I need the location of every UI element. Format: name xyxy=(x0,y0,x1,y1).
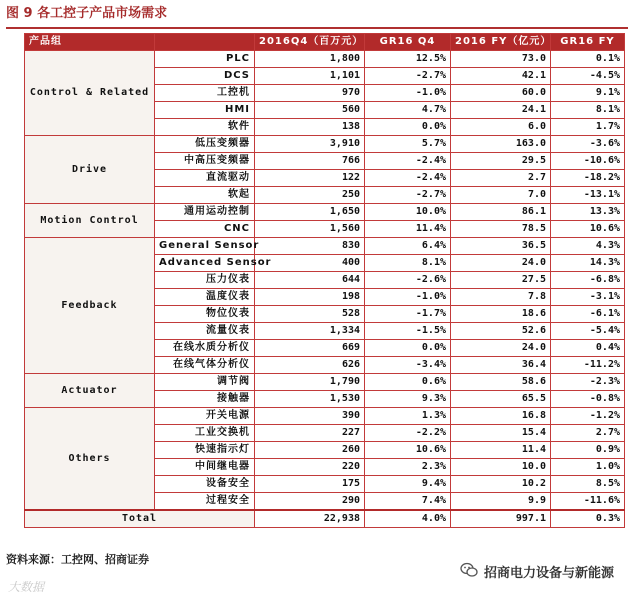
value-2016fy: 6.0 xyxy=(451,119,551,136)
header-gr16-fy: GR16 FY xyxy=(551,34,625,51)
product-name: DCS xyxy=(155,68,255,85)
value-gr16-fy: 1.0% xyxy=(551,459,625,476)
value-gr16-q4: -3.4% xyxy=(365,357,451,374)
value-gr16-q4: -1.5% xyxy=(365,323,451,340)
product-name: PLC xyxy=(155,51,255,68)
value-2016fy: 60.0 xyxy=(451,85,551,102)
value-2016fy: 9.9 xyxy=(451,493,551,511)
value-2016fy: 24.0 xyxy=(451,255,551,272)
value-gr16-fy: -3.6% xyxy=(551,136,625,153)
value-2016q4: 122 xyxy=(255,170,365,187)
header-product xyxy=(155,34,255,51)
value-gr16-q4: 1.3% xyxy=(365,408,451,425)
value-2016q4: 830 xyxy=(255,238,365,255)
value-2016q4: 669 xyxy=(255,340,365,357)
product-name: 工业交换机 xyxy=(155,425,255,442)
value-gr16-q4: -2.4% xyxy=(365,153,451,170)
total-2016fy: 997.1 xyxy=(451,510,551,528)
value-gr16-q4: 12.5% xyxy=(365,51,451,68)
group-name: Drive xyxy=(25,136,155,204)
value-2016q4: 390 xyxy=(255,408,365,425)
value-gr16-q4: -2.4% xyxy=(365,170,451,187)
product-name: 开关电源 xyxy=(155,408,255,425)
value-gr16-fy: 13.3% xyxy=(551,204,625,221)
total-gr16-q4: 4.0% xyxy=(365,510,451,528)
group-name: Actuator xyxy=(25,374,155,408)
product-name: 工控机 xyxy=(155,85,255,102)
value-gr16-fy: -18.2% xyxy=(551,170,625,187)
value-gr16-fy: 8.1% xyxy=(551,102,625,119)
total-2016q4: 22,938 xyxy=(255,510,365,528)
value-gr16-fy: 0.4% xyxy=(551,340,625,357)
value-2016q4: 400 xyxy=(255,255,365,272)
value-2016fy: 29.5 xyxy=(451,153,551,170)
value-gr16-fy: -5.4% xyxy=(551,323,625,340)
value-gr16-q4: 10.6% xyxy=(365,442,451,459)
product-name: 在线水质分析仪 xyxy=(155,340,255,357)
product-name: 过程安全 xyxy=(155,493,255,511)
product-name: 中间继电器 xyxy=(155,459,255,476)
product-name: 低压变频器 xyxy=(155,136,255,153)
value-gr16-q4: 2.3% xyxy=(365,459,451,476)
table-row xyxy=(25,51,625,68)
value-gr16-fy: -10.6% xyxy=(551,153,625,170)
value-gr16-fy: -6.1% xyxy=(551,306,625,323)
value-gr16-q4: -1.0% xyxy=(365,289,451,306)
value-gr16-fy: -6.8% xyxy=(551,272,625,289)
value-gr16-fy: -11.6% xyxy=(551,493,625,511)
value-gr16-fy: 0.9% xyxy=(551,442,625,459)
value-gr16-q4: -2.2% xyxy=(365,425,451,442)
value-2016fy: 58.6 xyxy=(451,374,551,391)
product-name: 设备安全 xyxy=(155,476,255,493)
value-2016q4: 528 xyxy=(255,306,365,323)
value-2016fy: 11.4 xyxy=(451,442,551,459)
value-2016fy: 78.5 xyxy=(451,221,551,238)
total-row xyxy=(25,510,625,528)
product-name: 直流驱动 xyxy=(155,170,255,187)
value-gr16-fy: -1.2% xyxy=(551,408,625,425)
value-gr16-q4: 10.0% xyxy=(365,204,451,221)
value-2016fy: 163.0 xyxy=(451,136,551,153)
value-2016q4: 560 xyxy=(255,102,365,119)
value-gr16-q4: 5.7% xyxy=(365,136,451,153)
product-name: 流量仪表 xyxy=(155,323,255,340)
group-name: Feedback xyxy=(25,238,155,374)
value-2016fy: 24.1 xyxy=(451,102,551,119)
product-name: 通用运动控制 xyxy=(155,204,255,221)
value-gr16-q4: 0.0% xyxy=(365,119,451,136)
value-gr16-fy: -2.3% xyxy=(551,374,625,391)
value-2016fy: 42.1 xyxy=(451,68,551,85)
product-name: HMI xyxy=(155,102,255,119)
table-row xyxy=(25,204,625,221)
value-2016q4: 1,560 xyxy=(255,221,365,238)
value-2016q4: 1,334 xyxy=(255,323,365,340)
value-gr16-q4: -2.7% xyxy=(365,187,451,204)
total-label: Total xyxy=(25,510,255,528)
value-2016fy: 10.0 xyxy=(451,459,551,476)
title-divider xyxy=(6,27,628,29)
header-2016fy: 2016 FY（亿元） xyxy=(451,34,551,51)
product-name: 压力仪表 xyxy=(155,272,255,289)
value-gr16-q4: 0.0% xyxy=(365,340,451,357)
header-gr16-q4: GR16 Q4 xyxy=(365,34,451,51)
value-2016q4: 1,101 xyxy=(255,68,365,85)
source-note: 资料来源：工控网、招商证券 xyxy=(6,553,149,566)
value-2016fy: 15.4 xyxy=(451,425,551,442)
value-2016fy: 73.0 xyxy=(451,51,551,68)
product-name: 接触器 xyxy=(155,391,255,408)
group-name: Motion Control xyxy=(25,204,155,238)
table-header-row xyxy=(25,34,625,51)
value-2016fy: 7.0 xyxy=(451,187,551,204)
value-2016fy: 7.8 xyxy=(451,289,551,306)
value-2016fy: 10.2 xyxy=(451,476,551,493)
figure-title: 图 9 各工控子产品市场需求 xyxy=(6,6,168,21)
value-gr16-fy: -13.1% xyxy=(551,187,625,204)
value-2016fy: 65.5 xyxy=(451,391,551,408)
value-2016fy: 27.5 xyxy=(451,272,551,289)
product-name: Advanced Sensor xyxy=(155,255,255,272)
value-gr16-fy: 1.7% xyxy=(551,119,625,136)
product-name: 物位仪表 xyxy=(155,306,255,323)
wechat-icon xyxy=(460,562,478,578)
product-name: 在线气体分析仪 xyxy=(155,357,255,374)
value-gr16-fy: 10.6% xyxy=(551,221,625,238)
product-name: 软起 xyxy=(155,187,255,204)
table-row xyxy=(25,408,625,425)
product-demand-table xyxy=(24,33,625,528)
table-row xyxy=(25,374,625,391)
value-gr16-fy: -0.8% xyxy=(551,391,625,408)
value-gr16-fy: 0.1% xyxy=(551,51,625,68)
product-name: 快速指示灯 xyxy=(155,442,255,459)
table-row xyxy=(25,136,625,153)
product-name: 中高压变频器 xyxy=(155,153,255,170)
value-gr16-q4: 0.6% xyxy=(365,374,451,391)
value-2016q4: 198 xyxy=(255,289,365,306)
value-2016q4: 227 xyxy=(255,425,365,442)
table-row xyxy=(25,238,625,255)
value-2016q4: 220 xyxy=(255,459,365,476)
value-2016fy: 2.7 xyxy=(451,170,551,187)
value-gr16-q4: -2.6% xyxy=(365,272,451,289)
value-gr16-q4: 8.1% xyxy=(365,255,451,272)
value-gr16-q4: -2.7% xyxy=(365,68,451,85)
product-name: 软件 xyxy=(155,119,255,136)
header-product-group: 产品组 xyxy=(25,34,155,51)
value-2016q4: 626 xyxy=(255,357,365,374)
value-gr16-fy: 14.3% xyxy=(551,255,625,272)
value-2016q4: 260 xyxy=(255,442,365,459)
brand-name: 招商电力设备与新能源 xyxy=(484,566,615,581)
value-gr16-q4: 9.3% xyxy=(365,391,451,408)
value-2016q4: 3,910 xyxy=(255,136,365,153)
value-2016q4: 250 xyxy=(255,187,365,204)
value-gr16-q4: -1.7% xyxy=(365,306,451,323)
value-2016q4: 644 xyxy=(255,272,365,289)
value-2016fy: 36.5 xyxy=(451,238,551,255)
value-2016q4: 290 xyxy=(255,493,365,511)
product-name: 温度仪表 xyxy=(155,289,255,306)
value-2016q4: 138 xyxy=(255,119,365,136)
value-gr16-fy: -4.5% xyxy=(551,68,625,85)
value-gr16-q4: 4.7% xyxy=(365,102,451,119)
total-gr16-fy: 0.3% xyxy=(551,510,625,528)
table-body xyxy=(25,51,625,528)
value-gr16-q4: 7.4% xyxy=(365,493,451,511)
value-gr16-q4: 9.4% xyxy=(365,476,451,493)
value-2016fy: 16.8 xyxy=(451,408,551,425)
value-gr16-fy: 8.5% xyxy=(551,476,625,493)
value-gr16-fy: -3.1% xyxy=(551,289,625,306)
product-name: General Sensor xyxy=(155,238,255,255)
value-2016q4: 1,530 xyxy=(255,391,365,408)
value-2016q4: 766 xyxy=(255,153,365,170)
value-2016fy: 36.4 xyxy=(451,357,551,374)
value-2016q4: 1,800 xyxy=(255,51,365,68)
header-2016q4: 2016Q4（百万元） xyxy=(255,34,365,51)
value-2016fy: 86.1 xyxy=(451,204,551,221)
value-2016q4: 1,790 xyxy=(255,374,365,391)
watermark: 大数据 xyxy=(8,580,45,594)
value-gr16-q4: -1.0% xyxy=(365,85,451,102)
value-gr16-fy: -11.2% xyxy=(551,357,625,374)
product-name: CNC xyxy=(155,221,255,238)
value-2016fy: 24.0 xyxy=(451,340,551,357)
product-name: 调节阀 xyxy=(155,374,255,391)
value-2016fy: 52.6 xyxy=(451,323,551,340)
value-2016q4: 175 xyxy=(255,476,365,493)
value-gr16-fy: 4.3% xyxy=(551,238,625,255)
group-name: Others xyxy=(25,408,155,511)
value-gr16-q4: 11.4% xyxy=(365,221,451,238)
group-name: Control & Related xyxy=(25,51,155,136)
value-2016fy: 18.6 xyxy=(451,306,551,323)
value-2016q4: 1,650 xyxy=(255,204,365,221)
value-gr16-fy: 2.7% xyxy=(551,425,625,442)
value-2016q4: 970 xyxy=(255,85,365,102)
value-gr16-q4: 6.4% xyxy=(365,238,451,255)
value-gr16-fy: 9.1% xyxy=(551,85,625,102)
